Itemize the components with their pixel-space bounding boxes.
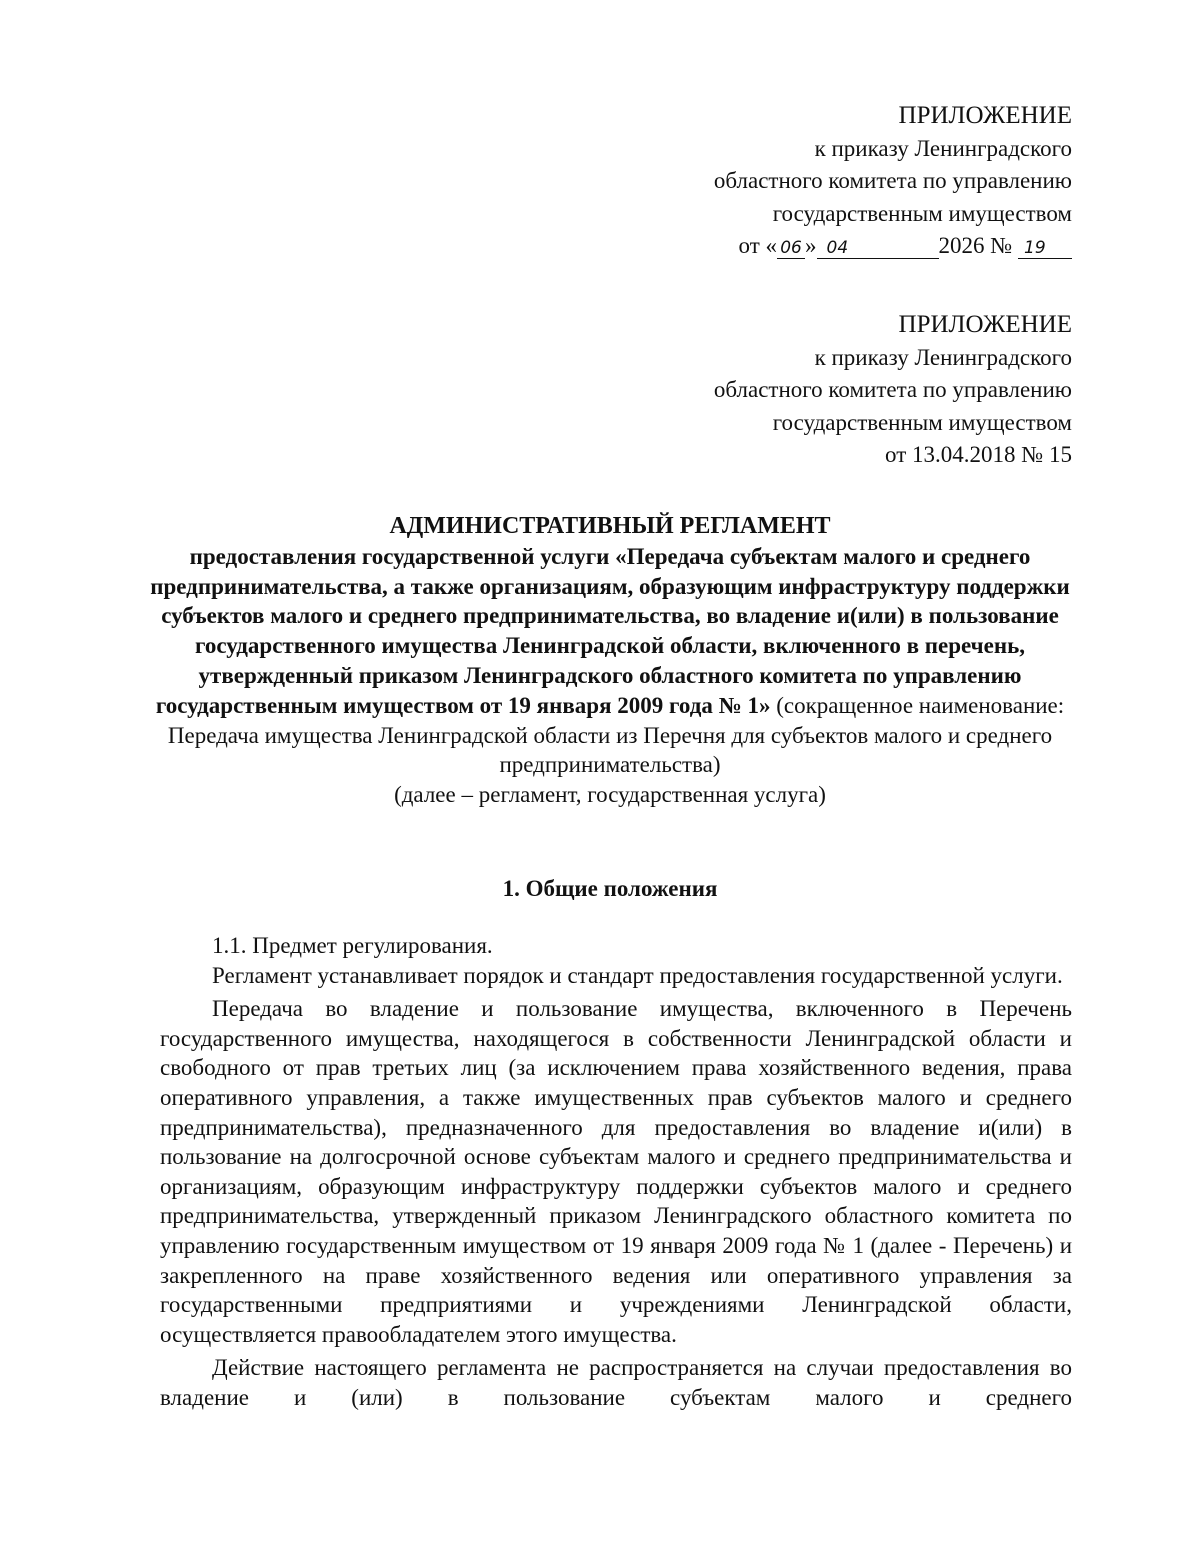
document-title: АДМИНИСТРАТИВНЫЙ РЕГЛАМЕНТ	[389, 513, 831, 539]
appendix-line: от 13.04.2018 № 15	[885, 442, 1072, 467]
paragraph: Действие настоящего регламента не распространяется на случаи предоставления во владение и (или) в пользование субъектам малого и среднего	[160, 1355, 1072, 1410]
paragraph: Регламент устанавливает порядок и стандарт предоставления государственной услуги.	[212, 962, 1063, 988]
appendix-date-line	[714, 230, 1072, 263]
regulation-title-block	[150, 512, 1070, 810]
date-month-handwritten: 04	[817, 238, 939, 259]
paragraph: Передача во владение и пользование имущества, включенного в Перечень государственного имущества, находящегося в собственности Ленинградской области и свободного от прав третьих лиц (за исключением права хозяйственного ведения, права оперативного управления, а также имущественных прав субъектов малого и среднего предпринимательства), предназначенного для предоставления во владение и(или) в пользование на долгосрочной основе субъектам малого и среднего предпринимательства и организациям, образующим инфраструктуру поддержки субъектов малого и среднего предпринимательства, утвержденный приказом Ленинградского областного комитета по управлению государственным имуществом от 19 января 2009 года № 1 (далее - Перечень) и закрепленного на праве хозяйственного ведения или оперативного управления за государственными предприятиями и учреждениями Ленинградской области, осуществляется правообладателем этого имущества.	[160, 996, 1072, 1347]
appendix-line: областного комитета по управлению	[713, 168, 1072, 193]
date-day-handwritten: 06	[777, 238, 805, 259]
date-year: 2026 №	[938, 233, 1013, 258]
section-body	[160, 931, 1072, 1413]
title-plain-text: (сокращенное наименование: Передача имущества Ленинградской области из Перечня для субъектов малого и среднего предпринимательства)	[167, 692, 1065, 778]
title-abbreviation-note: (далее – регламент, государственная услуга)	[394, 782, 826, 808]
date-separator: »	[805, 233, 817, 258]
appendix-line: государственным имуществом	[772, 200, 1072, 226]
title-bold-text: предоставления государственной услуги «Передача субъектам малого и среднего предпринимательства, а также организациям, образующим инфраструктуру поддержки субъектов малого и среднего предпринимательства, во владение и(или) в пользование государственного имущества Ленинградской области, включенного в перечень, утвержденный приказом Ленинградского областного комитета по управлению государственным имуществом от 19 января 2009 года № 1»	[150, 543, 1070, 718]
subsection-heading: 1.1. Предмет регулирования.	[212, 933, 493, 958]
date-prefix: от «	[738, 233, 778, 258]
appendix-line: государственным имуществом	[772, 409, 1072, 435]
appendix-heading: ПРИЛОЖЕНИЕ	[898, 311, 1072, 338]
appendix-line: к приказу Ленинградского	[814, 135, 1072, 161]
appendix-block-current	[714, 100, 1072, 263]
appendix-line: областного комитета по управлению	[713, 377, 1072, 402]
section-heading: 1. Общие положения	[502, 876, 718, 901]
appendix-block-original	[714, 309, 1072, 472]
appendix-line: к приказу Ленинградского	[814, 344, 1072, 370]
appendix-heading: ПРИЛОЖЕНИЕ	[898, 102, 1072, 129]
order-number-handwritten: 19	[1018, 238, 1072, 259]
title-description	[150, 542, 1070, 780]
